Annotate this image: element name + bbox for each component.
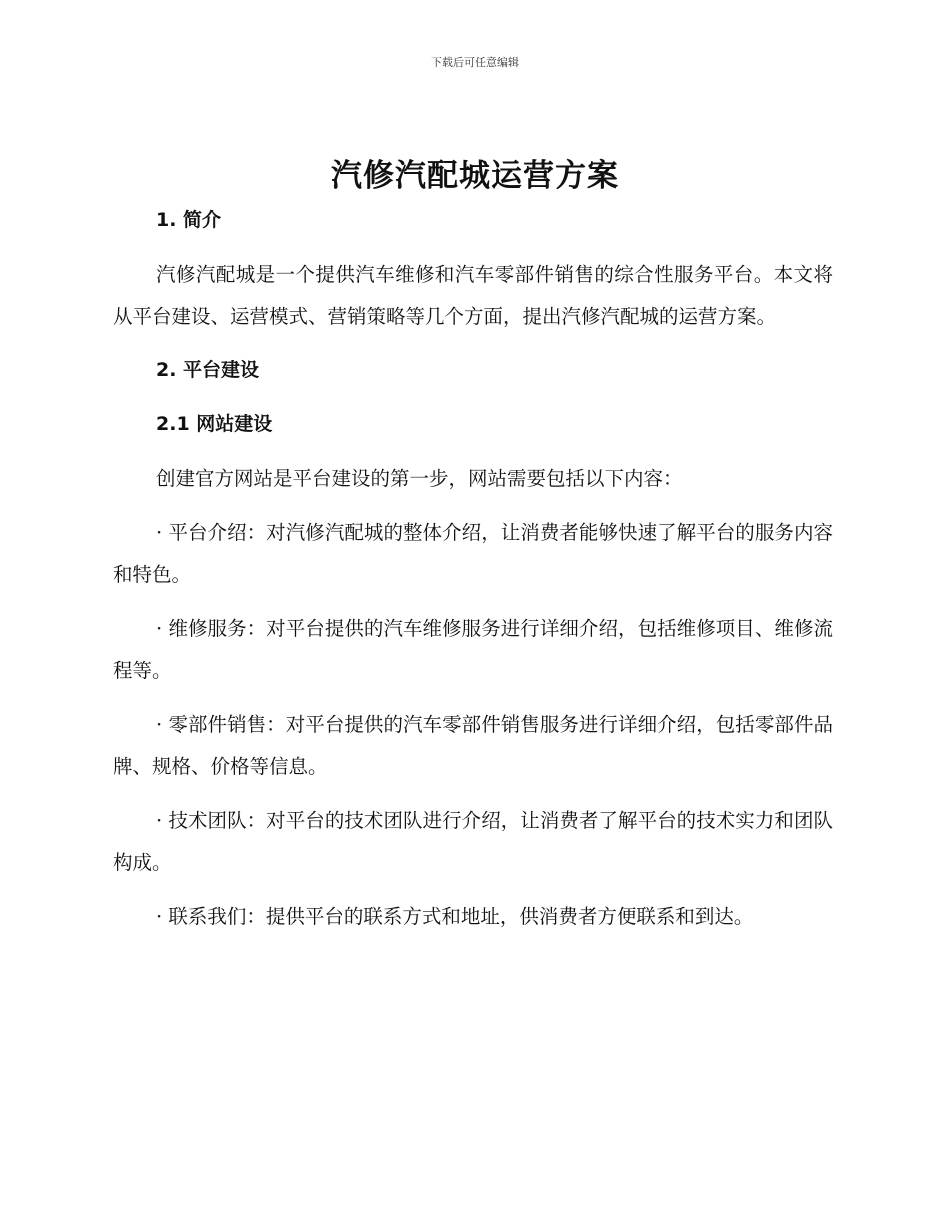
website-intro-paragraph: 创建官方网站是平台建设的第一步，网站需要包括以下内容： [156, 467, 683, 490]
intro-paragraph: 汽修汽配城是一个提供汽车维修和汽车零部件销售的综合性服务平台。本文将从平台建设、运营模式、营销策略等几个方面，提出汽修汽配城的运营方案。 [113, 263, 833, 328]
bullet-platform-intro: · 平台介绍：对汽修汽配城的整体介绍，让消费者能够快速了解平台的服务内容和特色。 [113, 521, 833, 586]
bullet-repair-service: · 维修服务：对平台提供的汽车维修服务进行详细介绍，包括维修项目、维修流程等。 [113, 617, 833, 682]
page-header: 下载后可任意编辑 [431, 56, 519, 69]
subsection-heading-website: 2.1 网站建设 [156, 413, 273, 435]
bullet-parts-sales: · 零部件销售：对平台提供的汽车零部件销售服务进行详细介绍，包括零部件品牌、规格、价格等信息。 [113, 713, 833, 778]
bullet-tech-team: · 技术团队：对平台的技术团队进行介绍，让消费者了解平台的技术实力和团队构成。 [113, 809, 833, 874]
bullet-contact-us: · 联系我们：提供平台的联系方式和地址，供消费者方便联系和到达。 [156, 905, 754, 928]
document-title: 汽修汽配城运营方案 [331, 158, 619, 194]
document-body [113, 200, 833, 950]
section-heading-intro: 1. 简介 [156, 209, 222, 231]
section-heading-platform: 2. 平台建设 [156, 359, 260, 381]
